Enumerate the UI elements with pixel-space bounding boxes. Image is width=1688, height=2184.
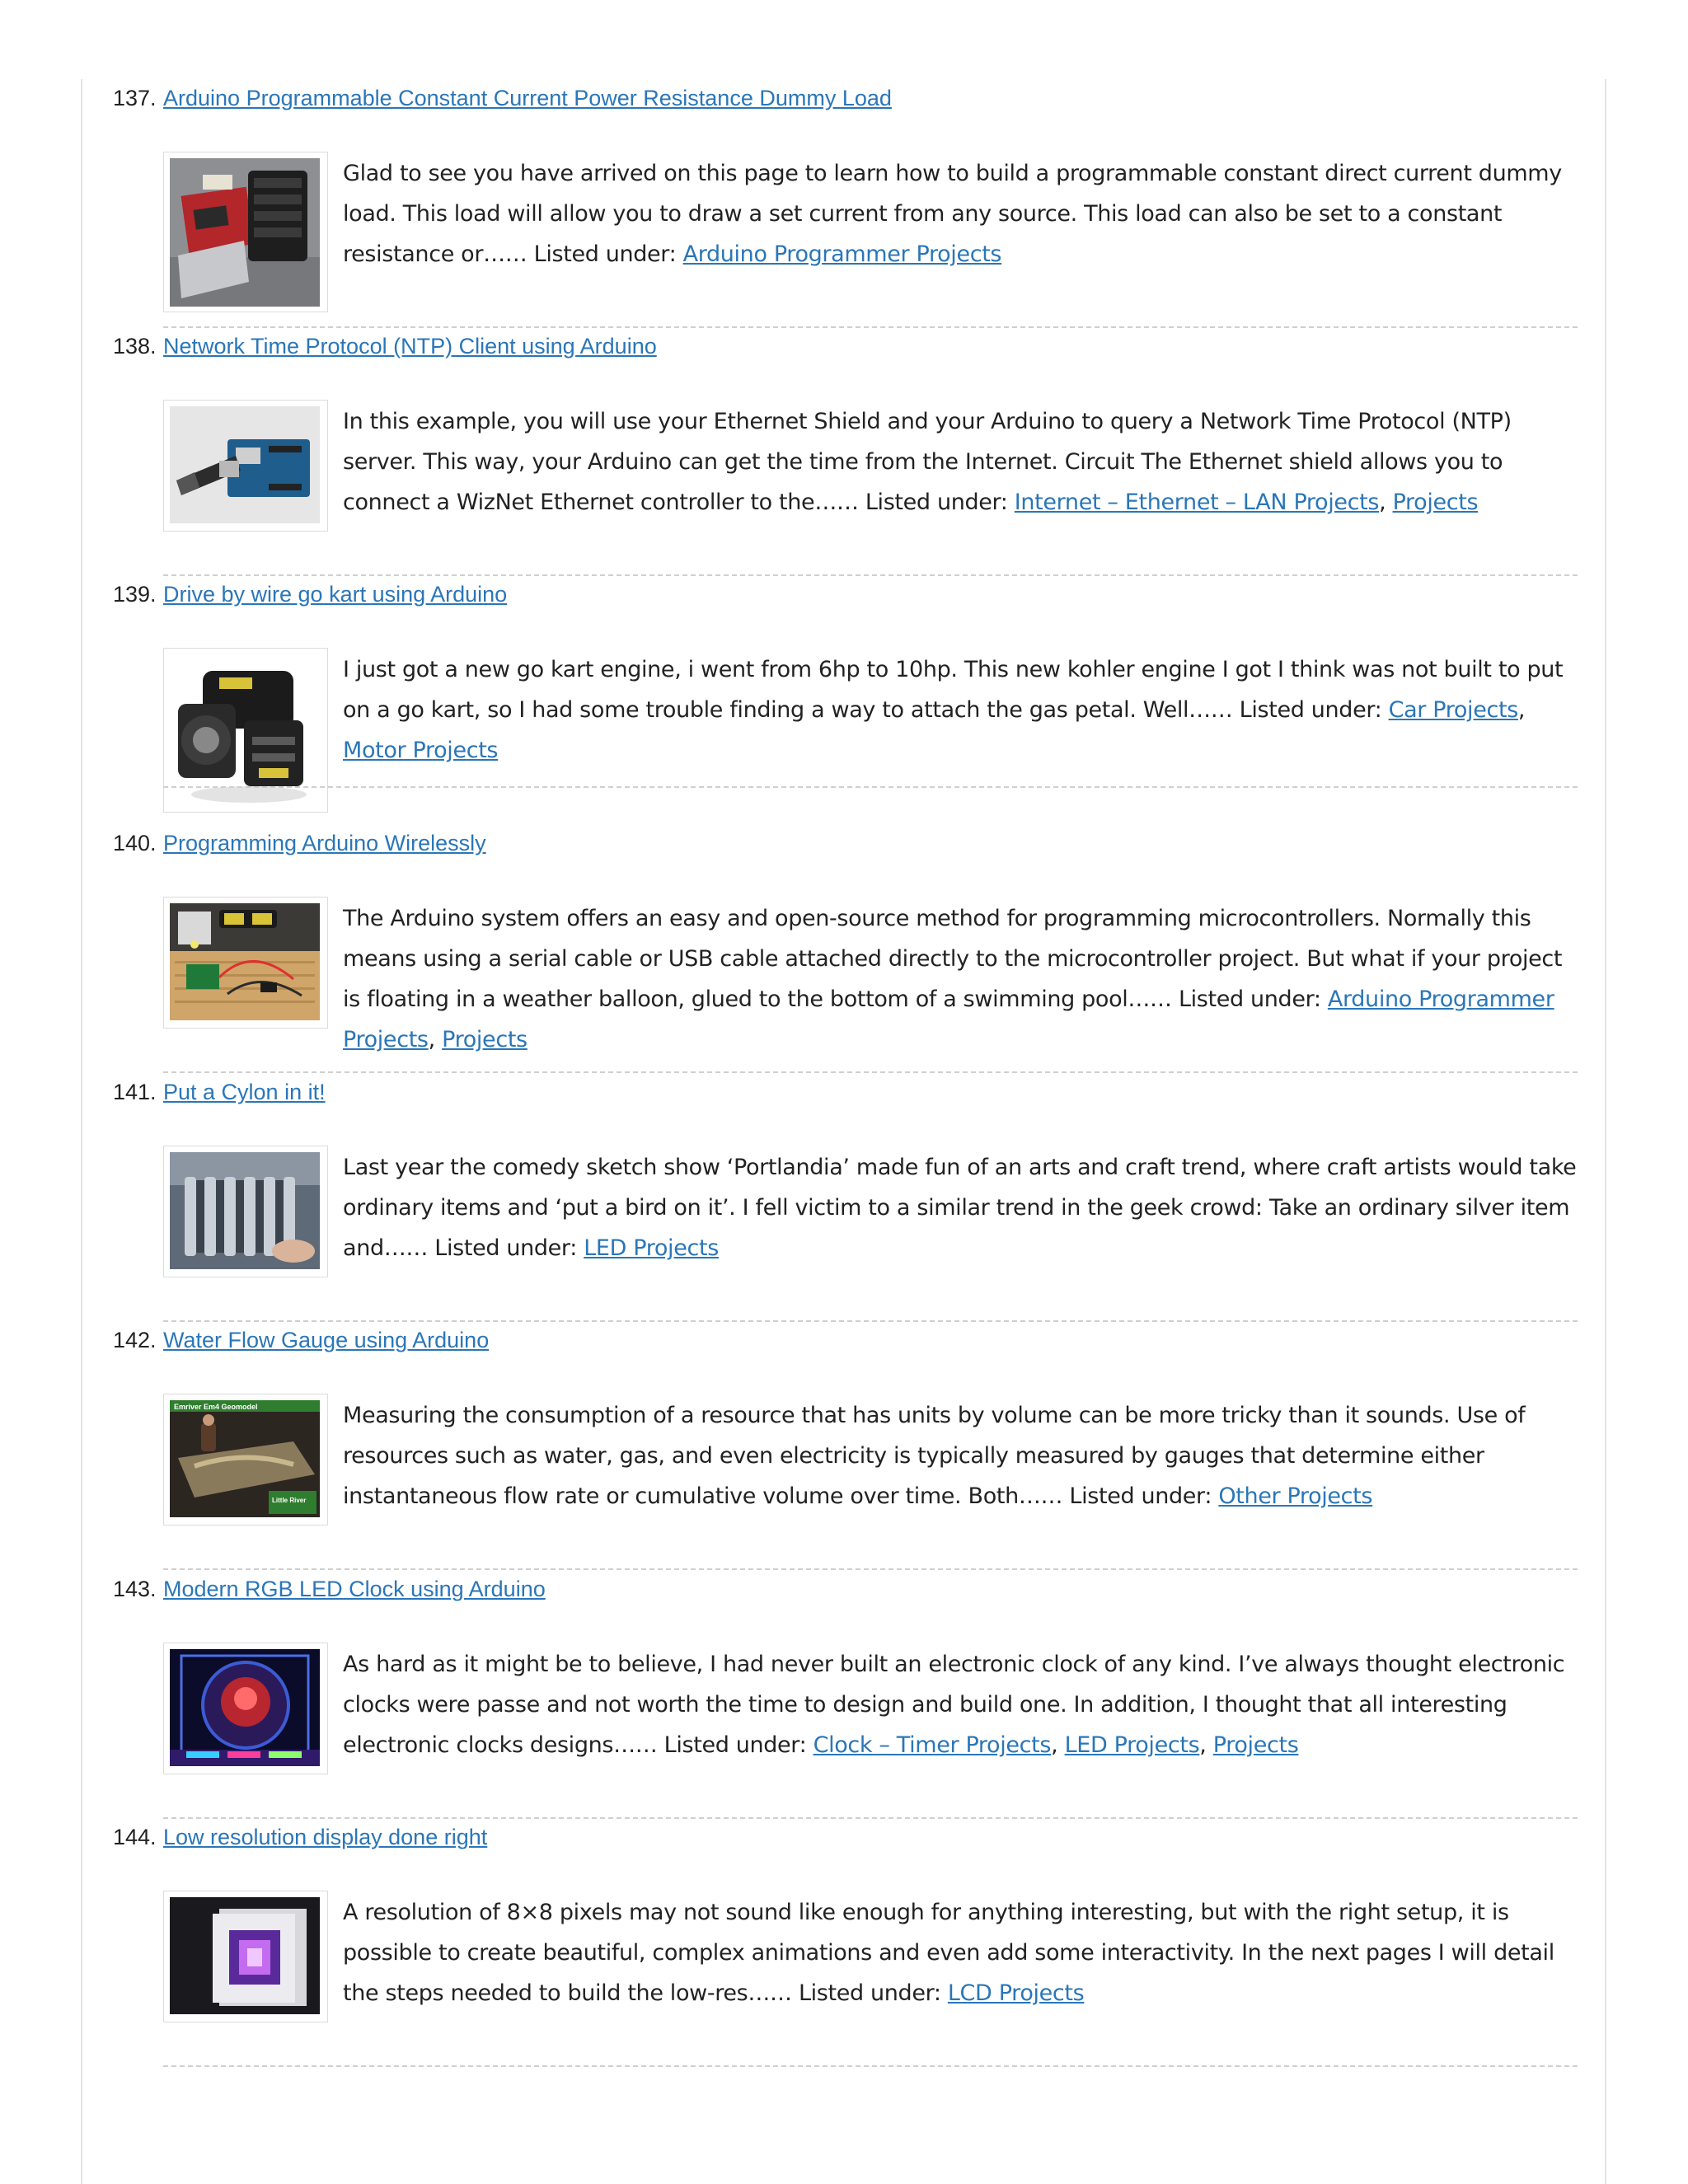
item-description: [343, 1395, 1579, 1516]
thumbnail-dummy-load: [170, 158, 320, 307]
description-text: Glad to see you have arrived on this page to learn how to build a programmable constant direct current dummy load. This load will allow you to draw a set current from any source. This load can also be set to a constant resistance or……: [343, 161, 1562, 267]
item-title-link[interactable]: Put a Cylon in it!: [163, 1080, 326, 1104]
content-frame: [81, 79, 1606, 2184]
description-text: As hard as it might be to believe, I had never built an electronic clock of any kind. I’ve always thought electronic clocks were passe and not worth the time to design and build one. In addition, I thought that all interesting electronic clocks designs……: [343, 1652, 1565, 1758]
item-number: 144.: [113, 1825, 157, 1849]
item-number: 143.: [113, 1577, 157, 1601]
thumbnail-image[interactable]: [163, 152, 328, 312]
listed-under-label: Listed under:: [533, 241, 677, 267]
item-description: The Arduino system offers an easy and open-source method for programming microcontrollers. Normally this means using a serial cable or USB cable attached directly to the microcontroller project. But what if your project is floating in a weather balloon, glued to the bottom of a swimming pool…… Listed under: Arduino Programmer Projects, Projects: [343, 906, 1563, 1052]
item-title-link[interactable]: Modern RGB LED Clock using Arduino: [163, 1577, 546, 1601]
item-number: 139.: [113, 582, 157, 607]
separator: [163, 1320, 1578, 1322]
category-link[interactable]: Arduino Programmer Projects: [682, 241, 1002, 267]
description-text: In this example, you will use your Ethernet Shield and your Arduino to query a Network Time Protocol (NTP) server. This way, your Arduino can get the time from the Internet. Circuit The Ethernet shield allows you to connect a WizNet Ethernet controller to the……: [343, 409, 1512, 515]
description-text: I just got a new go kart engine, i went from 6hp to 10hp. This new kohler engine I got I think was not built to put on a go kart, so I had some trouble finding a way to attach the gas petal. Well……: [343, 657, 1564, 723]
description-text: A resolution of 8×8 pixels may not sound like enough for anything interesting, but with the right setup, it is possible to create beautiful, complex animations and even add some interactivity. In the next pages I will detail the steps needed to build the low-res……: [343, 1900, 1554, 2006]
listed-under-label: Listed under:: [1239, 697, 1382, 723]
thumbnail-flow-table: [170, 1400, 320, 1517]
separator: [163, 786, 1578, 788]
item-number: 142.: [113, 1328, 157, 1352]
separator: [163, 1817, 1578, 1819]
item-title-link[interactable]: Low resolution display done right: [163, 1825, 488, 1849]
thumbnail-image[interactable]: [163, 648, 328, 813]
description-text: Measuring the consumption of a resource that has units by volume can be more tricky than it sounds. Use of resources such as water, gas, and even electricity is typically measured by gauges that determine either instantaneous flow rate or cumulative volume over time. Both……: [343, 1403, 1526, 1509]
item-number: 137.: [113, 86, 157, 110]
item-description: As hard as it might be to believe, I had never built an electronic clock of any kind. I’ve always thought electronic clocks were passe and not worth the time to design and build one. In addition, I thought that all interesting electronic clocks designs…… Listed under: Clock – Timer Projects, LED Projects, Projects: [343, 1652, 1565, 1758]
category-link[interactable]: Clock – Timer Projects: [813, 1732, 1052, 1758]
thumbnail-image[interactable]: [163, 897, 328, 1029]
listed-under-label: Listed under:: [1069, 1483, 1212, 1509]
description-text: The Arduino system offers an easy and open-source method for programming microcontrollers. Normally this means using a serial cable or USB cable attached directly to the microcontroller project. But what if your project is floating in a weather balloon, glued to the bottom of a swimming pool……: [343, 906, 1563, 1012]
thumbnail-caption-top: Emriver Em4 Geomodel: [174, 1403, 258, 1411]
category-link[interactable]: Car Projects: [1388, 697, 1518, 723]
listed-under-label: Listed under:: [798, 1980, 941, 2006]
category-link[interactable]: Projects: [1212, 1732, 1299, 1758]
item-number: 138.: [113, 334, 157, 359]
category-link[interactable]: Projects: [1392, 490, 1479, 515]
thumbnail-ethernet-shield: [170, 406, 320, 523]
category-link[interactable]: LED Projects: [1064, 1732, 1200, 1758]
thumbnail-image[interactable]: [163, 1891, 328, 2022]
item-description: I just got a new go kart engine, i went from 6hp to 10hp. This new kohler engine I got I think was not built to put on a go kart, so I had some trouble finding a way to attach the gas petal. Well…… Listed under: Car Projects, Motor Projects: [343, 657, 1564, 763]
item-title-link[interactable]: Network Time Protocol (NTP) Client using Arduino: [163, 334, 657, 359]
separator: [163, 574, 1578, 576]
separator: [163, 1071, 1578, 1073]
category-link[interactable]: Internet – Ethernet – LAN Projects: [1014, 490, 1380, 515]
thumbnail-cylon-grille: [170, 1152, 320, 1269]
item-description: [343, 1147, 1579, 1268]
thumbnail-image[interactable]: [163, 1643, 328, 1774]
item-number: 141.: [113, 1080, 157, 1104]
thumbnail-wireless-breadboard: [170, 903, 320, 1020]
thumbnail-go-kart-engine: [170, 654, 320, 806]
thumbnail-image[interactable]: [163, 1394, 328, 1526]
category-link[interactable]: Projects: [442, 1027, 528, 1052]
item-title-link[interactable]: Arduino Programmable Constant Current Power Resistance Dummy Load: [163, 86, 892, 110]
item-description: In this example, you will use your Ethernet Shield and your Arduino to query a Network Time Protocol (NTP) server. This way, your Arduino can get the time from the Internet. Circuit The Ethernet shield allows you to connect a WizNet Ethernet controller to the…… Listed under: Internet – Ethernet – LAN Projects, Projects: [343, 409, 1512, 515]
item-title-link[interactable]: Water Flow Gauge using Arduino: [163, 1328, 490, 1352]
separator: [163, 326, 1578, 328]
description-text: Last year the comedy sketch show ‘Portlandia’ made fun of an arts and craft trend, where craft artists would take ordinary items and ‘put a bird on it’. I fell victim to a similar trend in the geek crowd: Take an ordinary silver item and……: [343, 1155, 1577, 1261]
thumbnail-image[interactable]: [163, 400, 328, 532]
item-description: [343, 153, 1579, 274]
category-link[interactable]: Other Projects: [1218, 1483, 1373, 1509]
thumbnail-rgb-clock: [170, 1649, 320, 1766]
item-title-link[interactable]: Drive by wire go kart using Arduino: [163, 582, 508, 607]
category-link[interactable]: LCD Projects: [947, 1980, 1085, 2006]
item-description: [343, 1892, 1579, 2013]
listed-under-label: Listed under:: [1178, 987, 1321, 1012]
thumbnail-image[interactable]: [163, 1146, 328, 1277]
separator: [163, 2065, 1578, 2067]
separator: [163, 1568, 1578, 1570]
listed-under-label: Listed under:: [663, 1732, 807, 1758]
category-link[interactable]: Arduino Programmer Projects: [343, 987, 1554, 1052]
thumbnail-caption-bottom: Little River: [272, 1497, 307, 1504]
category-link[interactable]: Motor Projects: [343, 738, 499, 763]
thumbnail-lowres-display: [170, 1897, 320, 2014]
listed-under-label: Listed under:: [865, 490, 1008, 515]
item-title-link[interactable]: Programming Arduino Wirelessly: [163, 831, 486, 855]
category-link[interactable]: LED Projects: [584, 1235, 719, 1261]
item-number: 140.: [113, 831, 157, 855]
listed-under-label: Listed under:: [434, 1235, 577, 1261]
